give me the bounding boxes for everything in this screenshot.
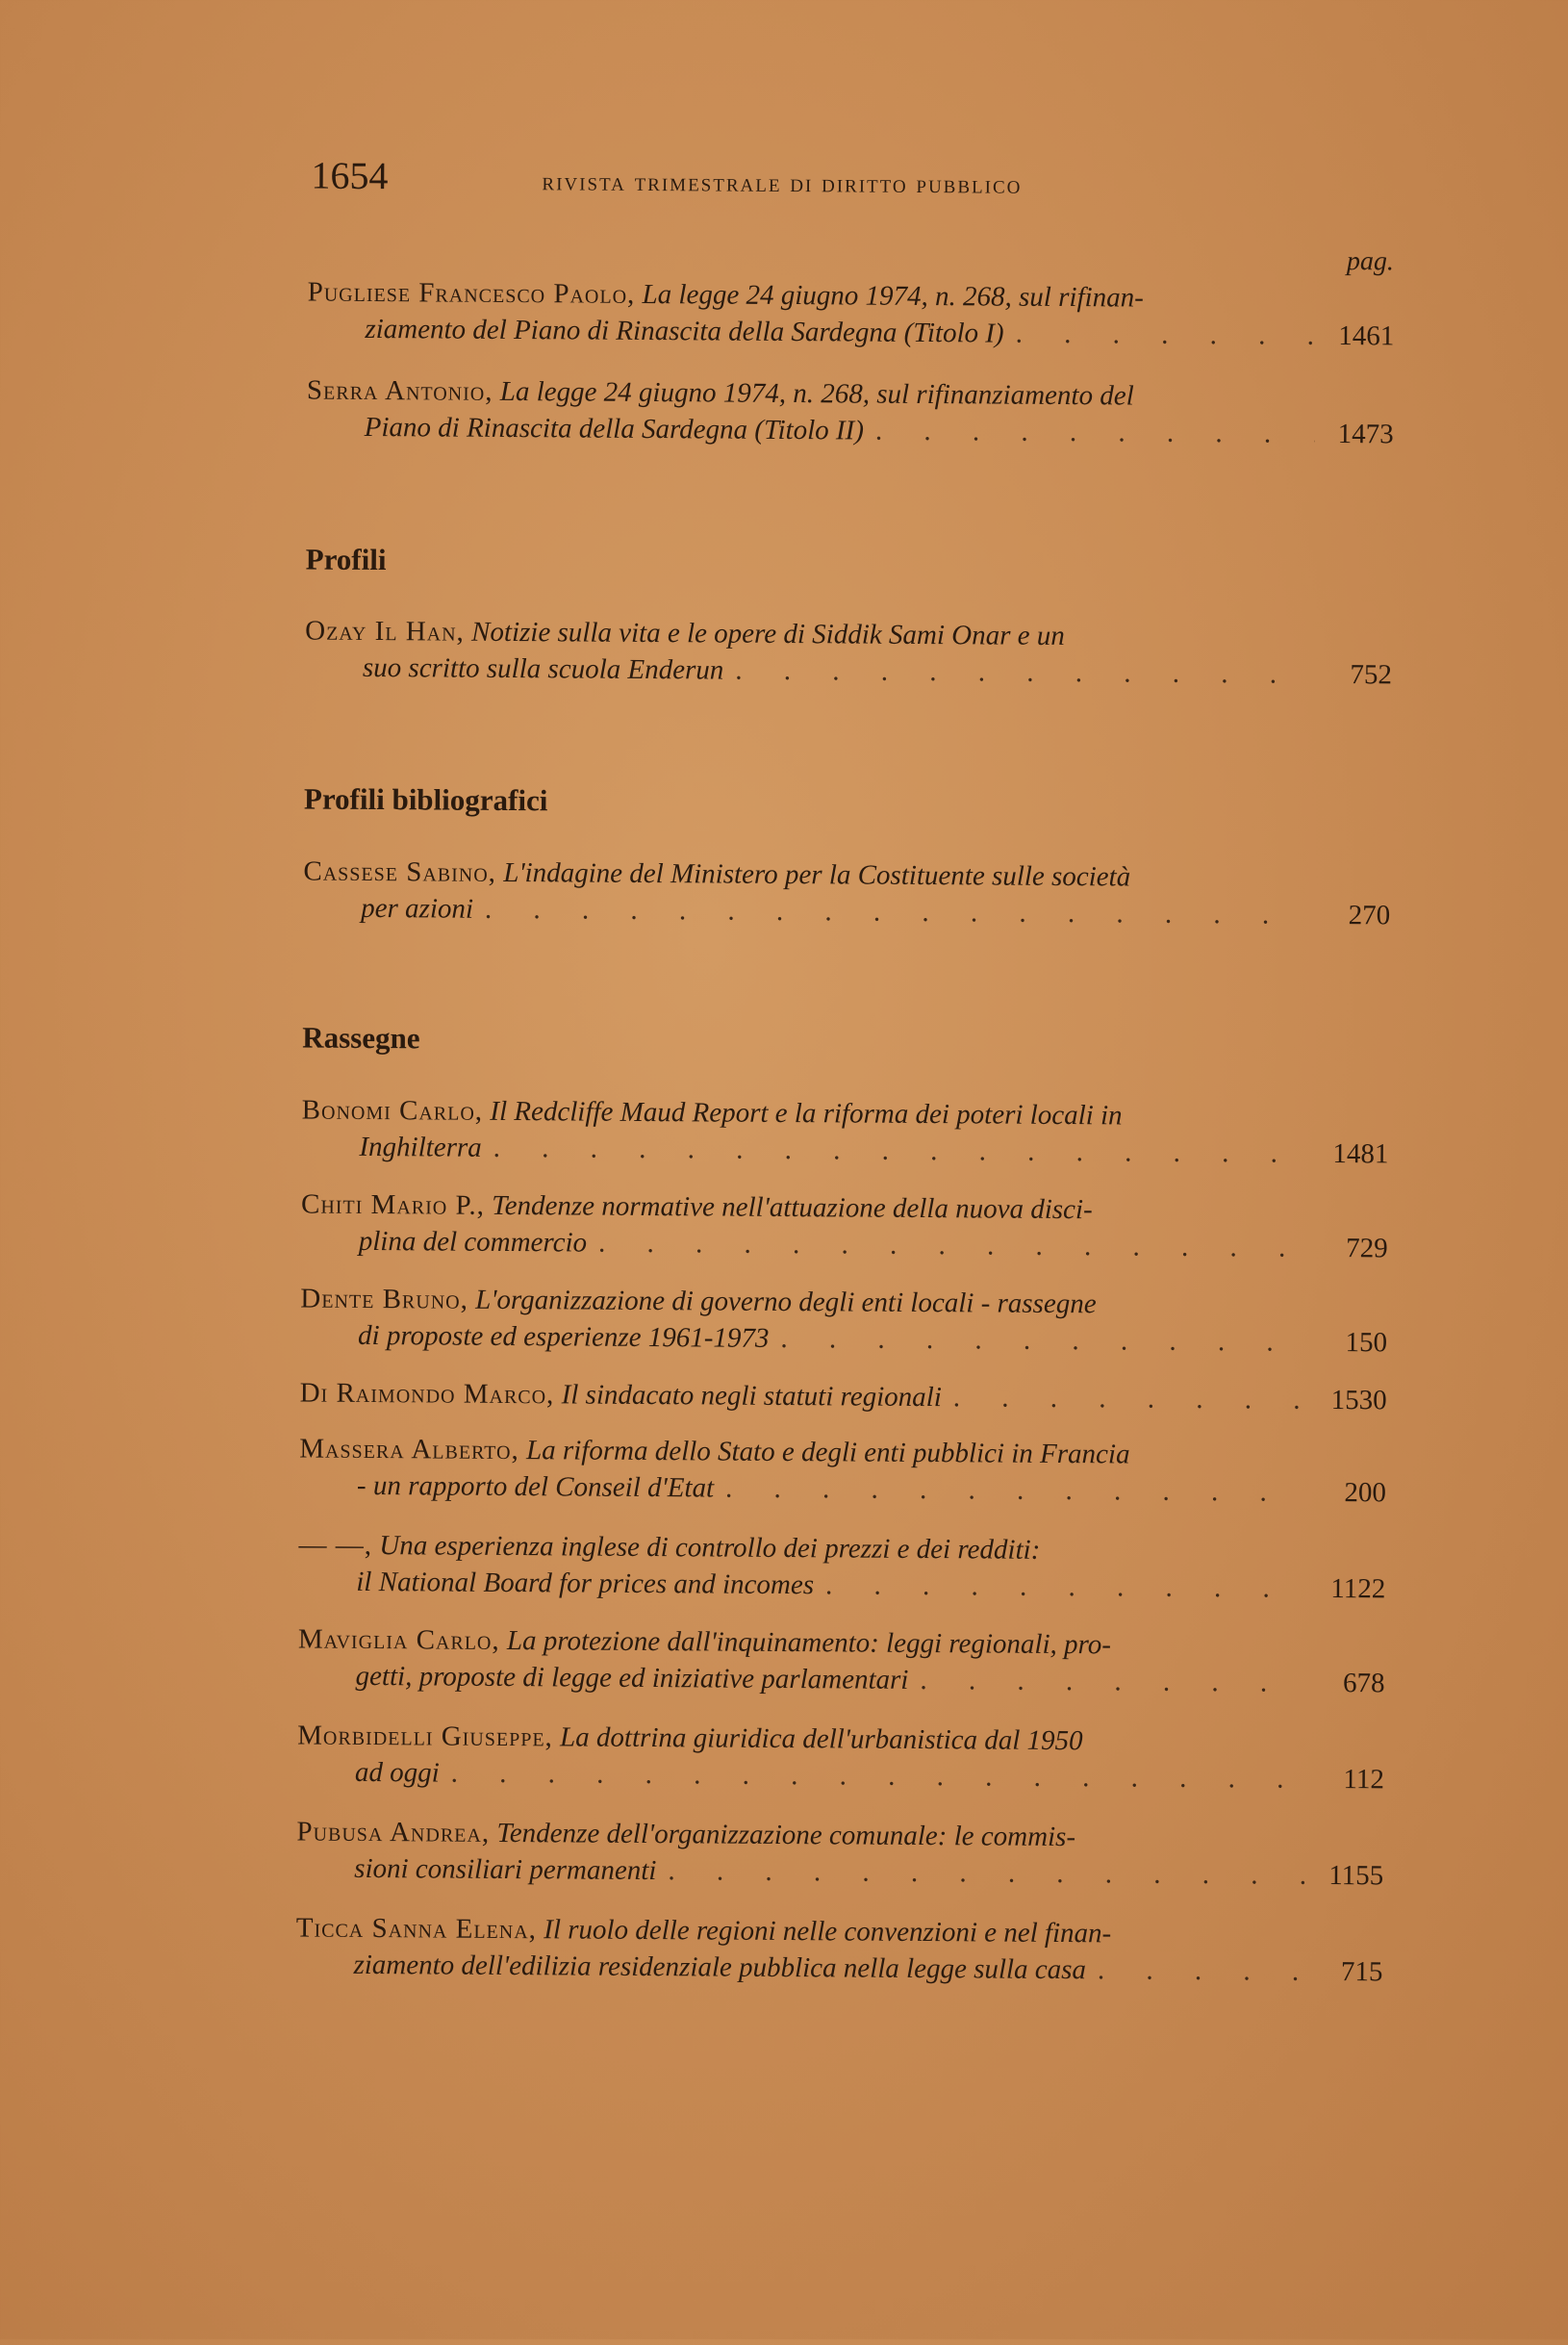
- entry-author: Bonomi Carlo,: [301, 1094, 484, 1127]
- pag-column-label: pag.: [1346, 246, 1395, 277]
- entry-page-number: 1122: [1330, 1572, 1386, 1605]
- leader-dots: [1016, 316, 1316, 354]
- section-title: Profili: [305, 542, 387, 577]
- leader-dots: [875, 413, 1315, 452]
- section-title: Profili bibliografici: [303, 781, 548, 818]
- entry-author: Pubusa Andrea,: [296, 1816, 491, 1848]
- index-entry: [305, 613, 1393, 694]
- index-entry: [307, 274, 1395, 355]
- entry-author: Dente Bruno,: [300, 1283, 469, 1315]
- entry-page-number: 715: [1340, 1956, 1383, 1988]
- leader-dots: [780, 1320, 1308, 1361]
- entry-title-line2: ad oggi: [354, 1756, 440, 1789]
- entry-page-number: 1155: [1328, 1859, 1384, 1892]
- page-number: 1654: [311, 153, 389, 198]
- entry-title-line1: La protezione dall'inquinamento: leggi regionali, pro-: [506, 1625, 1112, 1661]
- section-title: Rassegne: [302, 1020, 420, 1056]
- leader-dots: [668, 1852, 1304, 1894]
- entry-title-line2: per azioni: [361, 892, 474, 925]
- leader-dots: [920, 1662, 1305, 1701]
- index-entry: [299, 1430, 1387, 1511]
- leader-dots: [1098, 1951, 1304, 1989]
- entry-title-line1: La dottrina giuridica dell'urbanistica dal 1950: [559, 1721, 1083, 1757]
- entry-page-number: 200: [1344, 1477, 1387, 1509]
- entry-page-number: 112: [1343, 1764, 1385, 1796]
- entry-page-number: 150: [1345, 1327, 1388, 1359]
- leader-dots: [493, 1130, 1310, 1172]
- entry-page-number: 270: [1348, 900, 1391, 931]
- entry-page-number: 1481: [1332, 1137, 1389, 1170]
- entry-author: Chiti Mario P.,: [300, 1188, 486, 1221]
- entry-page-number: 729: [1346, 1233, 1388, 1264]
- entry-page-number: 752: [1350, 659, 1393, 691]
- leader-dots: [451, 1755, 1305, 1797]
- index-entry: [307, 372, 1395, 453]
- entry-title-line1: L'organizzazione di governo degli enti locali - rassegne: [475, 1284, 1097, 1320]
- entry-title-line1: L'indagine del Ministero per la Costituente sulle società: [503, 856, 1131, 893]
- entry-author: Di Raimondo Marco,: [299, 1377, 555, 1411]
- entry-page-number: 1473: [1337, 419, 1394, 450]
- entry-title-line1: Il Redcliffe Maud Report e la riforma dei poteri locali in: [490, 1095, 1123, 1132]
- index-entry: [300, 1281, 1388, 1362]
- index-entry: [301, 1092, 1389, 1173]
- leader-dots: [735, 652, 1313, 693]
- entry-author: Serra Antonio,: [306, 374, 493, 407]
- leader-dots: [485, 891, 1311, 933]
- entry-title-line2: Inghilterra: [359, 1131, 482, 1163]
- entry-title-line2: getti, proposte di legge ed iniziative parlamentari: [355, 1660, 909, 1695]
- entry-title-line2: ziamento del Piano di Rinascita della Sardegna (Titolo I): [365, 313, 1004, 349]
- entry-title-line2: ziamento dell'edilizia residenziale pubblica nella legge sulla casa: [353, 1949, 1087, 1986]
- index-entry: [296, 1813, 1384, 1894]
- entry-author: Massera Alberto,: [299, 1433, 519, 1466]
- entry-title-line1: Tendenze normative nell'attuazione della nuova disci-: [492, 1189, 1093, 1226]
- entry-title-line1: Una esperienza inglese di controllo dei prezzi e dei redditi:: [379, 1530, 1041, 1566]
- index-entry: [301, 1186, 1389, 1267]
- entry-title-line2: plina del commercio: [358, 1225, 588, 1259]
- entry-title-line1: La riforma dello Stato e degli enti pubblici in Francia: [525, 1435, 1130, 1470]
- entry-title-line1: Il ruolo delle regioni nelle convenzioni e nel finan-: [544, 1914, 1112, 1950]
- entry-author: Pugliese Francesco Paolo,: [307, 276, 636, 310]
- entry-title-line2: - un rapporto del Conseil d'Etat: [356, 1469, 715, 1504]
- entry-title-line2: suo scritto sulla scuola Enderun: [362, 651, 724, 686]
- index-entry: [297, 1620, 1385, 1701]
- entry-page-number: 1530: [1330, 1384, 1387, 1416]
- journal-title: rivista trimestrale di diritto pubblico: [542, 166, 1023, 199]
- page-header: [311, 153, 1176, 204]
- leader-dots: [725, 1470, 1307, 1511]
- entry-title-line2: il National Board for prices and incomes: [356, 1566, 815, 1601]
- entry-author: Cassese Sabino,: [303, 855, 497, 888]
- index-entry: [300, 1374, 1387, 1418]
- index-entry: [298, 1526, 1386, 1607]
- index-entry: [303, 854, 1391, 934]
- entry-title-line1: Tendenze dell'organizzazione comunale: le commis-: [496, 1817, 1076, 1853]
- entry-author: Ozay Il Han,: [305, 615, 465, 648]
- entry-author: Maviglia Carlo,: [297, 1623, 500, 1656]
- index-entry: [297, 1717, 1385, 1797]
- index-entry: [295, 1909, 1383, 1990]
- entry-title-line2: sioni consiliari permanenti: [354, 1852, 657, 1887]
- leader-dots: [953, 1379, 1308, 1418]
- leader-dots: [598, 1225, 1309, 1266]
- entry-author: Morbidelli Giuseppe,: [297, 1720, 553, 1753]
- entry-title-line2: Piano di Rinascita della Sardegna (Titolo II): [364, 411, 865, 446]
- leader-dots: [825, 1567, 1306, 1606]
- entry-author: — —,: [298, 1529, 373, 1562]
- entry-author: Ticca Sanna Elena,: [295, 1912, 538, 1946]
- entry-page-number: 1461: [1338, 320, 1395, 352]
- entry-page-number: 678: [1342, 1668, 1385, 1699]
- entry-title-line1: Notizie sulla vita e le opere di Siddik Sami Onar e un: [471, 616, 1065, 652]
- entry-title-line2: di proposte ed esperienze 1961-1973: [357, 1319, 770, 1354]
- entry-title-line1: Il sindacato negli statuti regionali: [561, 1379, 942, 1414]
- entry-title-line1: La legge 24 giugno 1974, n. 268, sul rifinan-: [642, 278, 1144, 314]
- entry-title-line1: La legge 24 giugno 1974, n. 268, sul rifinanziamento del: [499, 375, 1134, 412]
